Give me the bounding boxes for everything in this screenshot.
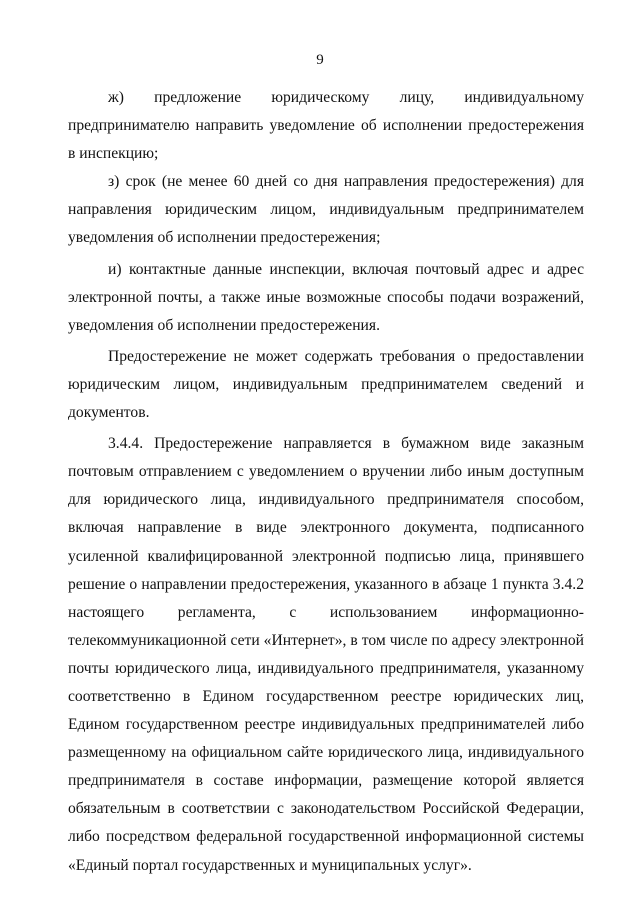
paragraph-3-4-4: 3.4.4. Предостережение направляется в бумажном виде заказным почтовым отправлением с уведомлением о вручении либо иным доступным для юридического лица, индивидуального предпринимателя способом, включая направление в виде электронного документа, подписанного усиленной квалифицированной электронной подписью лица, принявшего решение о направлении предостережения, указанного в абзаце 1 пункта 3.4.2 настоящего регламента, с использованием информационно-телекоммуникационной сети «Интернет», в том числе по адресу электронной почты юридического лица, индивидуального предпринимателя, указанному соответственно в Едином государственном реестре юридических лиц, Едином государственном реестре индивидуальных предпринимателей либо размещенному на официальном сайте юридического лица, индивидуального предпринимателя в составе информации, размещение которой является обязательным в соответствии с законодательством Российской Федерации, либо посредством федеральной государственной информационной системы «Единый портал государственных и муниципальных услуг».	[68, 435, 584, 874]
paragraph-item-z: з) срок (не менее 60 дней со дня направления предостережения) для направления юридическим лицом, индивидуальным предпринимателем уведомления об исполнении предостережения;	[68, 173, 584, 247]
paragraph-restriction: Предостережение не может содержать требования о предоставлении юридическим лицом, индивидуальным предпринимателем сведений и документов.	[68, 347, 584, 422]
paragraph-item-i: и) контактные данные инспекции, включая почтовый адрес и адрес электронной почты, а также иные возможные способы подачи возражений, уведомления об исполнении предостережения.	[68, 260, 584, 334]
document-body	[68, 84, 584, 883]
page-number: 9	[316, 52, 324, 68]
paragraph-item-zh: ж) предложение юридическому лицу, индивидуальному предпринимателю направить уведомление об исполнении предостережения в инспекцию;	[68, 89, 584, 163]
